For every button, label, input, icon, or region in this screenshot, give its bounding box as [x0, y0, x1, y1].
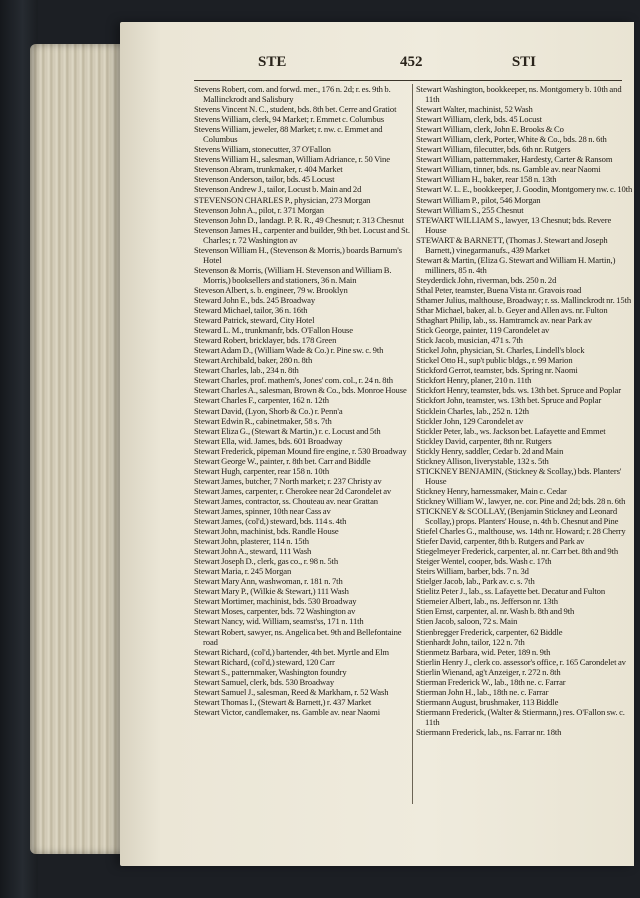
directory-entry: Stewart Joseph D., clerk, gas co., r. 98 n. 5th — [194, 556, 339, 567]
directory-entry: Stickler Peter, lab., ws. Jackson bet. Lafayette and Emmet — [416, 425, 606, 436]
directory-entry: STICKNEY & SCOLLAY, (Benjamin Stickney and Leonard Scollay,) props. Planters' House, n. 4th b. Chesnut and Pine — [416, 505, 619, 527]
directory-entry: Stewart Richard, (col'd,) steward, 120 Carr — [194, 656, 335, 667]
directory-entry: Sthaghart Philip, lab., ss. Hamtramck av. near Park av — [416, 315, 592, 326]
directory-entry: Stewart Charles, lab., 234 n. 8th — [194, 365, 299, 376]
directory-entry: Stewart Walter, machinist, 52 Wash — [416, 104, 533, 115]
directory-entry: Stevenson William H., (Stevenson & Morris,) boards Barnum's Hotel — [194, 244, 402, 265]
directory-entry: Stevens William, clerk, 94 Market; r. Emmet c. Columbus — [194, 114, 385, 125]
directory-entry: Stiermann Frederick, (Walter & Stiermann,) res. O'Fallon sw. c. 11th — [416, 706, 625, 727]
directory-entry: Stewart Archibald, baker, 280 n. 8th — [194, 355, 313, 366]
directory-entry: Sthar Michael, baker, al. b. Geyer and Allen avs. nr. Fulton — [416, 305, 608, 316]
header-left-guide: STE — [258, 54, 287, 70]
directory-entry: Stickney William W., lawyer, ne. cor. Pine and 2d; bds. 28 n. 6th — [416, 495, 626, 506]
page-header — [150, 54, 620, 78]
directory-entry: Stick Jacob, musician, 471 s. 7th — [416, 335, 523, 346]
directory-entry: Stierman John H., lab., 18th ne. c. Farrar — [416, 686, 549, 697]
directory-entry: Steyderdick John, riverman, bds. 250 n. 2d — [416, 274, 557, 285]
directory-entry: Stickfort John, teamster, ws. 13th bet. Spruce and Poplar — [416, 395, 602, 406]
directory-entry: Stewart William P., pilot, 546 Morgan — [416, 194, 541, 205]
directory-entry: Stickney Allison, liverystable, 132 s. 5th — [416, 455, 549, 466]
directory-entry: Stewart S., patternmaker, Washington foundry — [194, 666, 347, 677]
directory-entry: Stewart Mary P., (Wilkie & Stewart,) 111 Wash — [194, 586, 349, 597]
directory-entry: Stierlin Wienand, ag't Anzeiger, r. 272 n. 8th — [416, 666, 561, 677]
directory-entry: Stickfort Henry, teamster, bds. ws. 13th bet. Spruce and Poplar — [416, 385, 622, 396]
page-number: 452 — [400, 54, 423, 70]
directory-entry: Stierman Frederick W., lab., 18th ne. c. Farrar — [416, 676, 566, 687]
directory-entry: Steveson Albert, s. b. engineer, 79 w. Brooklyn — [194, 284, 348, 295]
directory-entry: Stewart Charles F., carpenter, 162 n. 12th — [194, 395, 329, 406]
header-rule — [194, 80, 622, 81]
directory-entry: Stevens Robert, com. and forwd. mer., 176 n. 2d; r. es. 9th b. Mallinckrodt and Salisbury — [194, 84, 391, 105]
directory-entry: Stiefel Charles G., malthouse, ws. 14th nr. Howard; r. 28 Cherry — [416, 526, 626, 537]
directory-entry: Stevenson Abram, trunkmaker, r. 404 Market — [194, 164, 343, 175]
directory-entry: Stienhardt John, tailor, 122 n. 7th — [416, 636, 525, 647]
directory-entry: Stewart William H., baker, rear 158 n. 13th — [416, 174, 557, 185]
directory-entry: Stiermann August, brushmaker, 113 Biddle — [416, 696, 559, 707]
directory-entry: Stickly Henry, saddler, Cedar b. 2d and Main — [416, 445, 564, 456]
directory-entry: Stewart Robert, sawyer, ns. Angelica bet. 9th and Bellefontaine road — [194, 626, 402, 647]
right-column — [416, 84, 634, 737]
directory-entry: STICKNEY BENJAMIN, (Stickney & Scollay,) bds. Planters' House — [416, 465, 622, 486]
directory-entry: Stielger Jacob, lab., Park av. c. s. 7th — [416, 576, 535, 587]
directory-entry: Stickel John, physician, St. Charles, Lindell's block — [416, 345, 585, 356]
directory-entry: Stiefer David, carpenter, 8th b. Rutgers and Park av — [416, 536, 585, 547]
directory-entry: Stewart James, spinner, 10th near Cass av — [194, 505, 331, 516]
directory-entry: Stewart David, (Lyon, Shorb & Co.) r. Penn'a — [194, 405, 343, 416]
directory-entry: Stiegelmeyer Frederick, carpenter, al. nr. Carr bet. 8th and 9th — [416, 546, 619, 557]
directory-entry: Stickney Henry, harnessmaker, Main c. Cedar — [416, 485, 567, 496]
directory-entry: Stewart James, carpenter, r. Cherokee near 2d Carondelet av — [194, 485, 392, 496]
directory-entry: Stewart William, tinner, bds. ns. Gamble av. near Naomi — [416, 164, 601, 175]
directory-entry: Stiemeier Albert, lab., ns. Jefferson nr. 13th — [416, 596, 558, 607]
directory-entry: Stewart William, patternmaker, Hardesty, Carter & Ransom — [416, 154, 613, 165]
directory-entry: Stewart James, contractor, ss. Chouteau av. near Grattan — [194, 495, 379, 506]
directory-entry: Stewart John, machinist, bds. Randle House — [194, 526, 339, 537]
directory-entry: Stevenson Anderson, tailor, bds. 45 Locust — [194, 174, 335, 185]
directory-entry: Stevens William H., salesman, William Adriance, r. 50 Vine — [194, 154, 390, 165]
directory-entry: Stewart Samuel J., salesman, Reed & Markham, r. 52 Wash — [194, 686, 389, 697]
directory-entry: Steward John E., bds. 245 Broadway — [194, 294, 316, 305]
left-column — [194, 84, 412, 717]
directory-entry: Stickley David, carpenter, 8th nr. Rutgers — [416, 435, 552, 446]
directory-entry: Sthal Peter, teamster, Buena Vista nr. Gravois road — [416, 284, 582, 295]
directory-entry: Stewart Charles, prof. mathem's, Jones' com. col., r. 24 n. 8th — [194, 375, 393, 386]
directory-entry: Stewart Eliza G., (Stewart & Martin,) r. c. Locust and 5th — [194, 425, 381, 436]
directory-entry: Stewart & Martin, (Eliza G. Stewart and William H. Martin,) milliners, 85 n. 4th — [416, 254, 616, 275]
directory-entry: Stewart Nancy, wid. William, seamst'ss, 171 n. 11th — [194, 616, 364, 627]
directory-entry: Stewart William, clerk, Porter, White & Co., bds. 28 n. 6th — [416, 134, 607, 145]
directory-entry: Stienmetz Barbara, wid. Peter, 189 n. 9th — [416, 646, 551, 657]
directory-entry: Steward Robert, bricklayer, bds. 178 Green — [194, 335, 337, 346]
header-right-guide: STI — [511, 54, 536, 70]
directory-entry: Stevenson John A., pilot, r. 371 Morgan — [194, 204, 324, 215]
directory-entry: Stewart Washington, bookkeeper, ns. Montgomery b. 10th and 11th — [416, 84, 622, 105]
directory-entry: Stevens Vincent N. C., student, bds. 8th bet. Cerre and Gratiot — [194, 104, 397, 115]
directory-entry: Stierlin Henry J., clerk co. assessor's office, r. 165 Carondelet av — [416, 656, 626, 667]
directory-entry: Steward Patrick, steward, City Hotel — [194, 315, 315, 326]
directory-entry: Stewart W. L. E., bookkeeper, J. Goodin, Montgomery nw. c. 10th — [416, 184, 633, 195]
directory-entry: Stevenson Andrew J., tailor, Locust b. Main and 2d — [194, 184, 362, 195]
directory-entry: Stevenson James H., carpenter and builder, 9th bet. Locust and St. Charles; r. 72 Washington av — [194, 224, 410, 245]
directory-entry: Stewart James, butcher, 7 North market; r. 237 Christy av — [194, 475, 382, 486]
directory-entry: Stien Jacob, saloon, 72 s. Main — [416, 616, 518, 627]
directory-entry: Stevens William, stonecutter, 37 O'Fallon — [194, 144, 331, 155]
directory-entry: Stickler John, 129 Carondelet av — [416, 415, 524, 426]
directory-entry: Stewart George W., painter, r. 8th bet. Carr and Biddle — [194, 455, 371, 466]
directory-entry: Stiermann Frederick, lab., ns. Farrar nr. 18th — [416, 727, 562, 737]
directory-entry: Steirs William, barber, bds. 7 n. 3d — [416, 566, 529, 577]
directory-entry: Steward Michael, tailor, 36 n. 16th — [194, 305, 308, 316]
directory-entry: Stewart Mary Ann, washwoman, r. 181 n. 7th — [194, 576, 343, 587]
directory-entry: Steward L. M., trunkmanfr, bds. O'Fallon House — [194, 325, 354, 336]
directory-entry: STEVENSON CHARLES P., physician, 273 Morgan — [194, 194, 371, 205]
directory-entry: Stewart Frederick, pipeman Mound fire engine, r. 530 Broadway — [194, 445, 407, 456]
directory-entry: Stewart William, clerk, John E. Brooks & Co — [416, 124, 564, 135]
directory-entry: Stickford Gerrot, teamster, bds. Spring nr. Naomi — [416, 365, 578, 376]
directory-entry: Stewart Adam D., (William Wade & Co.) r. Pine sw. c. 9th — [194, 345, 384, 356]
directory-entry: Stick George, painter, 119 Carondelet av — [416, 325, 550, 336]
directory-entry: Stewart Charles A., salesman, Brown & Co., bds. Monroe House — [194, 385, 407, 396]
directory-entry: Stevenson & Morris, (William H. Stevenson and William B. Morris,) booksellers and stationers, 36 n. Main — [194, 264, 392, 285]
page-edges — [30, 44, 130, 854]
directory-entry: Stienbregger Frederick, carpenter, 62 Biddle — [416, 626, 563, 637]
directory-entry: Stewart Victor, candlemaker, ns. Gamble av. near Naomi — [194, 706, 381, 717]
directory-entry: Stewart Richard, (col'd,) bartender, 4th bet. Myrtle and Elm — [194, 646, 390, 657]
directory-entry: Steiger Wentel, cooper, bds. Wash c. 17th — [416, 556, 552, 567]
directory-entry: Sthamer Julius, malthouse, Broadway; r. ss. Mallinckrodt nr. 15th — [416, 294, 632, 305]
directory-entry: Stewart Maria, r. 245 Morgan — [194, 566, 292, 577]
directory-entry: STEWART WILLIAM S., lawyer, 13 Chesnut; bds. Revere House — [416, 214, 612, 235]
directory-entry: Stewart James, (col'd,) steward, bds. 114 s. 4th — [194, 516, 347, 527]
directory-entry: Stickfort Henry, planer, 210 n. 11th — [416, 375, 532, 386]
directory-entry: Stewart William S., 255 Chesnut — [416, 204, 524, 215]
directory-entry: Stewart Hugh, carpenter, rear 158 n. 10th — [194, 465, 330, 476]
directory-entry: Stewart Samuel, clerk, bds. 530 Broadway — [194, 676, 335, 687]
directory-entry: Stewart Thomas I., (Stewart & Barnett,) r. 437 Market — [194, 696, 372, 707]
directory-entry: Stien Ernst, carpenter, al. nr. Wash b. 8th and 9th — [416, 606, 575, 617]
directory-entry: Stielitz Peter J., lab., ss. Lafayette bet. Decatur and Fulton — [416, 586, 606, 597]
directory-entry: Stevenson John D., landagt. P. R. R., 49 Chesnut; r. 313 Chesnut — [194, 214, 404, 225]
directory-entry: Stewart Edwin R., cabinetmaker, 58 s. 7th — [194, 415, 332, 426]
directory-entry: Stewart John A., steward, 111 Wash — [194, 546, 312, 557]
directory-entry: Stewart Mortimer, machinist, bds. 530 Broadway — [194, 596, 357, 607]
directory-entry: Stewart William, clerk, bds. 45 Locust — [416, 114, 542, 125]
directory-entry: Stewart John, plasterer, 114 n. 15th — [194, 536, 309, 547]
column-divider — [412, 84, 413, 804]
directory-entry: Stickel Otto H., sup't public bldgs., r. 99 Marion — [416, 355, 573, 366]
directory-entry: Stewart Moses, carpenter, bds. 72 Washington av — [194, 606, 356, 617]
directory-entry: Stevens William, jeweler, 88 Market; r. nw. c. Emmet and Columbus — [194, 124, 383, 145]
directory-entry: Sticklein Charles, lab., 252 n. 12th — [416, 405, 530, 416]
directory-entry: Stewart Ella, wid. James, bds. 601 Broadway — [194, 435, 343, 446]
directory-entry: STEWART & BARNETT, (Thomas J. Stewart and Joseph Barnett,) vinegarmanufs., 439 Market — [416, 234, 608, 255]
directory-entry: Stewart William, filecutter, bds. 6th nr. Rutgers — [416, 144, 571, 155]
